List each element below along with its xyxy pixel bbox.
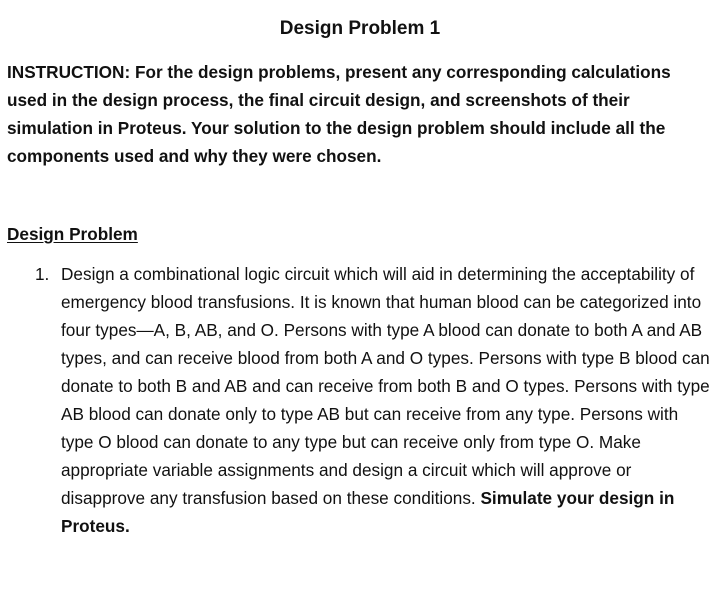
section-heading: Design Problem — [7, 224, 138, 244]
problem-emphasis: Simulate your design in Proteus. — [61, 488, 675, 536]
page-title: Design Problem 1 — [279, 18, 441, 39]
problem-list — [0, 260, 720, 540]
list-item — [0, 260, 720, 540]
problem-text: Design a combinational logic circuit which will aid in determining the acceptability of emergency blood transfusions. It is known that human blood can be categorized into four types—A, B, AB, and O. Persons with type A blood can donate to both A and AB types, and can receive blood from both A and O types. Persons with type B blood can donate to both B and AB and can receive from both B and O types. Persons with type AB blood can donate only to type AB but can receive from any type. Persons with type O blood can donate to any type but can receive only from type O. Make appropriate variable assignments and design a circuit which will approve or disapprove any transfusion based on these conditions. — [61, 264, 710, 508]
instruction-paragraph: INSTRUCTION: For the design problems, present any corresponding calculations used in the design process, the final circuit design, and screenshots of their simulation in Proteus. Your solution to the design problem should include all the components used and why they were chosen. — [7, 62, 671, 166]
problem-number: 1. — [35, 264, 50, 284]
